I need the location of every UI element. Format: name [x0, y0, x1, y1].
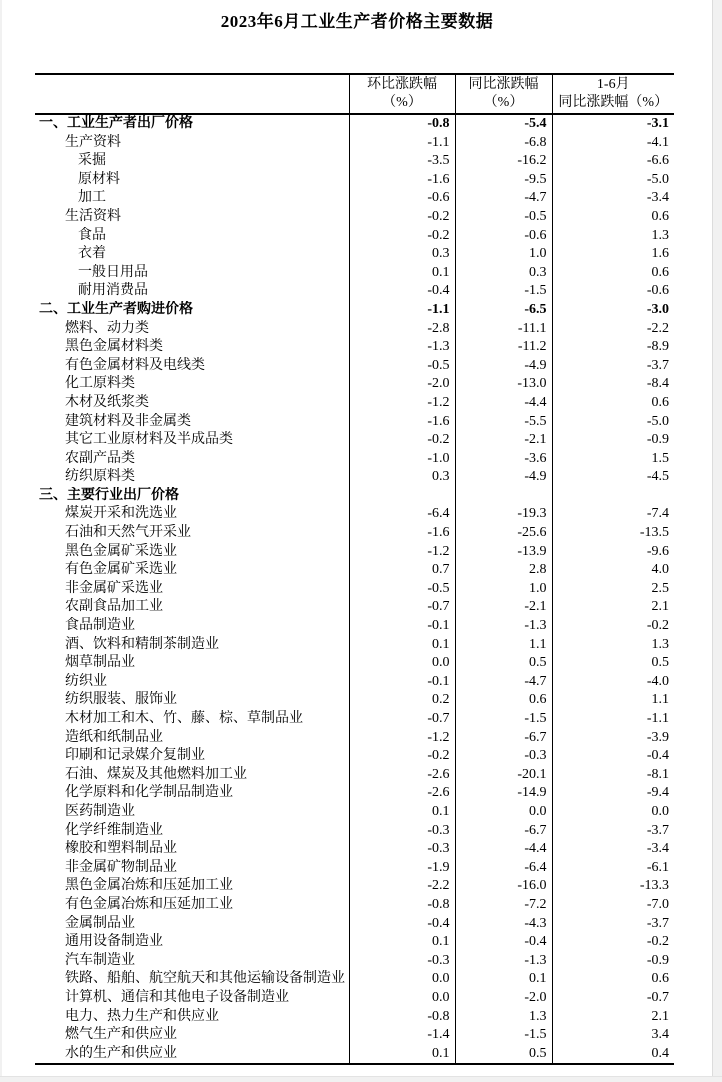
- table-row: [35, 189, 674, 208]
- row-label: 化学纤维制造业: [65, 822, 163, 838]
- table-row: [35, 114, 674, 134]
- row-label: 水的生产和供应业: [65, 1045, 177, 1061]
- row-label: 非金属矿物制品业: [65, 859, 177, 875]
- table-row: [35, 896, 674, 915]
- header-line: （%）: [382, 95, 422, 110]
- row-label: 加工: [78, 190, 106, 206]
- cell-value: -6.7: [455, 729, 552, 748]
- row-label: 橡胶和塑料制品业: [65, 841, 177, 857]
- row-label: 黑色金属冶炼和压延加工业: [65, 878, 233, 894]
- row-label: 黑色金属材料类: [65, 339, 163, 355]
- table-row: [35, 654, 674, 673]
- cell-value: -11.1: [455, 320, 552, 339]
- row-label: 非金属矿采选业: [65, 580, 163, 596]
- cell-value: -1.2: [349, 394, 455, 413]
- cell-value: 0.0: [349, 970, 455, 989]
- cell-value: -0.6: [455, 227, 552, 246]
- cell-value: -0.4: [552, 747, 674, 766]
- cell-value: -4.7: [455, 189, 552, 208]
- cell-value: -16.0: [455, 877, 552, 896]
- cell-value: -3.5: [349, 152, 455, 171]
- row-label: 耐用消费品: [78, 283, 148, 299]
- row-label: 铁路、船舶、航空航天和其他运输设备制造业: [65, 971, 345, 987]
- cell-value: 3.4: [552, 1026, 674, 1045]
- header-ytd-yoy-change: [552, 74, 674, 114]
- header-empty-cell: [35, 74, 349, 114]
- cell-value: -0.5: [455, 208, 552, 227]
- cell-value: -0.3: [349, 952, 455, 971]
- cell-value: -11.2: [455, 338, 552, 357]
- cell-value: -0.7: [349, 598, 455, 617]
- cell-value: -0.9: [552, 431, 674, 450]
- cell-value: -1.4: [349, 1026, 455, 1045]
- row-label: 其它工业原材料及半成品类: [65, 432, 233, 448]
- cell-value: 0.0: [455, 803, 552, 822]
- cell-value: -3.4: [552, 189, 674, 208]
- cell-value: -6.7: [455, 822, 552, 841]
- cell-value: -8.1: [552, 766, 674, 785]
- cell-value: -2.1: [455, 598, 552, 617]
- table-row: [35, 598, 674, 617]
- row-label: 二、工业生产者购进价格: [39, 301, 193, 317]
- cell-value: -0.9: [552, 952, 674, 971]
- cell-value: 0.6: [552, 394, 674, 413]
- cell-value: -4.0: [552, 673, 674, 692]
- cell-value: 0.3: [455, 264, 552, 283]
- table-row: [35, 989, 674, 1008]
- table-row: [35, 543, 674, 562]
- cell-value: -13.0: [455, 375, 552, 394]
- row-label: 一、工业生产者出厂价格: [39, 116, 193, 131]
- table-row: [35, 245, 674, 264]
- cell-value: -0.3: [349, 822, 455, 841]
- cell-value: -4.9: [455, 357, 552, 376]
- cell-value: -9.6: [552, 543, 674, 562]
- row-label: 电力、热力生产和供应业: [65, 1008, 219, 1024]
- cell-value: -1.6: [349, 171, 455, 190]
- table-row: [35, 673, 674, 692]
- row-label: 通用设备制造业: [65, 934, 163, 950]
- cell-value: -0.4: [349, 915, 455, 934]
- row-label: 纺织原料类: [65, 469, 135, 485]
- header-line: （%）: [483, 95, 524, 110]
- table-row: [35, 227, 674, 246]
- cell-value: -0.6: [349, 189, 455, 208]
- cell-value: 0.1: [349, 803, 455, 822]
- cell-value: -0.2: [349, 208, 455, 227]
- row-label: 有色金属材料及电线类: [65, 357, 205, 373]
- row-label: 计算机、通信和其他电子设备制造业: [65, 989, 289, 1005]
- header-mom-change: [349, 74, 455, 114]
- cell-value: 0.3: [349, 468, 455, 487]
- cell-value: 0.7: [349, 561, 455, 580]
- cell-value: -2.0: [349, 375, 455, 394]
- table-row: [35, 822, 674, 841]
- row-label: 纺织业: [65, 673, 107, 689]
- cell-value: 0.1: [455, 970, 552, 989]
- cell-value: 1.6: [552, 245, 674, 264]
- table-row: [35, 264, 674, 283]
- cell-value: -4.1: [552, 134, 674, 153]
- row-label: 有色金属矿采选业: [65, 562, 177, 578]
- header-line: 同比涨跌幅: [468, 77, 539, 92]
- table-row: [35, 171, 674, 190]
- cell-value: -13.5: [552, 524, 674, 543]
- cell-value: -4.4: [455, 394, 552, 413]
- cell-value: -4.9: [455, 468, 552, 487]
- ppi-data-table: [35, 73, 674, 1065]
- cell-value: -4.7: [455, 673, 552, 692]
- table-row: [35, 952, 674, 971]
- table-row: [35, 413, 674, 432]
- cell-value: [552, 487, 674, 506]
- cell-value: 2.1: [552, 1008, 674, 1027]
- row-label: 建筑材料及非金属类: [65, 413, 191, 429]
- cell-value: -3.7: [552, 822, 674, 841]
- row-label: 食品: [78, 227, 106, 243]
- table-row: [35, 617, 674, 636]
- row-label: 一般日用品: [78, 264, 148, 280]
- cell-value: -4.4: [455, 840, 552, 859]
- cell-value: 0.6: [552, 208, 674, 227]
- table-row: [35, 691, 674, 710]
- table-row: [35, 152, 674, 171]
- cell-value: 0.5: [552, 654, 674, 673]
- row-label: 农副食品加工业: [65, 599, 163, 615]
- table-row: [35, 1026, 674, 1045]
- cell-value: -7.2: [455, 896, 552, 915]
- row-label: 酒、饮料和精制茶制造业: [65, 636, 219, 652]
- row-label: 化学原料和化学制品制造业: [65, 785, 233, 801]
- cell-value: 4.0: [552, 561, 674, 580]
- cell-value: -2.2: [349, 877, 455, 896]
- cell-value: 1.3: [552, 636, 674, 655]
- row-label: 石油、煤炭及其他燃料加工业: [65, 766, 247, 782]
- cell-value: -5.5: [455, 413, 552, 432]
- table-row: [35, 524, 674, 543]
- table-row: [35, 338, 674, 357]
- cell-value: 0.6: [455, 691, 552, 710]
- cell-value: -0.8: [349, 1008, 455, 1027]
- cell-value: -9.5: [455, 171, 552, 190]
- cell-value: 1.0: [455, 245, 552, 264]
- cell-value: -19.3: [455, 505, 552, 524]
- header-line: 环比涨跌幅: [367, 77, 437, 92]
- table-row: [35, 375, 674, 394]
- cell-value: -8.4: [552, 375, 674, 394]
- row-label: 生产资料: [65, 134, 121, 150]
- cell-value: -1.5: [455, 710, 552, 729]
- cell-value: 2.1: [552, 598, 674, 617]
- cell-value: -13.3: [552, 877, 674, 896]
- table-row: [35, 636, 674, 655]
- cell-value: -1.3: [455, 617, 552, 636]
- table-header-row: [35, 74, 674, 114]
- row-label: 原材料: [78, 171, 120, 187]
- header-line: 1-6月: [596, 77, 630, 92]
- cell-value: -1.6: [349, 413, 455, 432]
- cell-value: -6.8: [455, 134, 552, 153]
- header-yoy-change: [455, 74, 552, 114]
- cell-value: 0.0: [552, 803, 674, 822]
- cell-value: 0.1: [349, 933, 455, 952]
- cell-value: 0.2: [349, 691, 455, 710]
- cell-value: 0.3: [349, 245, 455, 264]
- cell-value: 1.1: [455, 636, 552, 655]
- cell-value: 0.6: [552, 970, 674, 989]
- table-header: [35, 74, 674, 114]
- cell-value: -1.1: [349, 134, 455, 153]
- cell-value: -0.4: [349, 282, 455, 301]
- cell-value: -6.6: [552, 152, 674, 171]
- row-label: 衣着: [78, 246, 106, 262]
- cell-value: -3.9: [552, 729, 674, 748]
- cell-value: -1.5: [455, 1026, 552, 1045]
- table-row: [35, 1045, 674, 1065]
- row-label: 燃气生产和供应业: [65, 1027, 177, 1043]
- cell-value: 2.8: [455, 561, 552, 580]
- cell-value: -1.9: [349, 859, 455, 878]
- row-label: 黑色金属矿采选业: [65, 543, 177, 559]
- cell-value: -1.2: [349, 729, 455, 748]
- table-row: [35, 357, 674, 376]
- table-row: [35, 729, 674, 748]
- table-row: [35, 320, 674, 339]
- table-row: [35, 840, 674, 859]
- row-label: 化工原料类: [65, 376, 135, 392]
- row-label: 农副产品类: [65, 450, 135, 466]
- table-row: [35, 134, 674, 153]
- cell-value: -0.5: [349, 580, 455, 599]
- row-label: 采掘: [78, 153, 106, 169]
- cell-value: -1.5: [455, 282, 552, 301]
- cell-value: -0.3: [455, 747, 552, 766]
- document-page: [2, 0, 712, 1076]
- cell-value: -1.1: [349, 301, 455, 320]
- table-row: [35, 1008, 674, 1027]
- cell-value: 1.1: [552, 691, 674, 710]
- cell-value: 1.5: [552, 450, 674, 469]
- cell-value: [455, 487, 552, 506]
- cell-value: -0.8: [349, 896, 455, 915]
- cell-value: -1.2: [349, 543, 455, 562]
- table-row: [35, 468, 674, 487]
- table-row: [35, 877, 674, 896]
- cell-value: 1.0: [455, 580, 552, 599]
- table-row: [35, 766, 674, 785]
- cell-value: -0.2: [349, 227, 455, 246]
- row-label: 造纸和纸制品业: [65, 729, 163, 745]
- table-row: [35, 784, 674, 803]
- cell-value: -0.1: [349, 673, 455, 692]
- row-label: 煤炭开采和洗选业: [65, 506, 177, 522]
- cell-value: -8.9: [552, 338, 674, 357]
- cell-value: -1.6: [349, 524, 455, 543]
- row-label: 纺织服装、服饰业: [65, 692, 177, 708]
- cell-value: 0.0: [349, 654, 455, 673]
- cell-value: -2.0: [455, 989, 552, 1008]
- header-line: 同比涨跌幅（%）: [558, 95, 669, 110]
- cell-value: 0.1: [349, 636, 455, 655]
- table-row: [35, 450, 674, 469]
- cell-value: -0.7: [349, 710, 455, 729]
- table-row: [35, 505, 674, 524]
- cell-value: 0.4: [552, 1045, 674, 1065]
- row-label: 三、主要行业出厂价格: [39, 487, 179, 503]
- table-row: [35, 487, 674, 506]
- table-row: [35, 915, 674, 934]
- cell-value: -0.2: [349, 431, 455, 450]
- page-bottom-margin: [0, 1076, 722, 1082]
- cell-value: -7.4: [552, 505, 674, 524]
- cell-value: -5.0: [552, 171, 674, 190]
- cell-value: -3.6: [455, 450, 552, 469]
- table-row: [35, 394, 674, 413]
- cell-value: -2.1: [455, 431, 552, 450]
- cell-value: -1.1: [552, 710, 674, 729]
- cell-value: -3.4: [552, 840, 674, 859]
- cell-value: -0.7: [552, 989, 674, 1008]
- cell-value: -1.0: [349, 450, 455, 469]
- cell-value: -2.2: [552, 320, 674, 339]
- cell-value: -16.2: [455, 152, 552, 171]
- cell-value: -0.3: [349, 840, 455, 859]
- table-row: [35, 710, 674, 729]
- cell-value: -6.4: [349, 505, 455, 524]
- cell-value: -6.1: [552, 859, 674, 878]
- row-label: 印刷和记录媒介复制业: [65, 748, 205, 764]
- row-label: 木材加工和木、竹、藤、棕、草制品业: [65, 711, 303, 726]
- cell-value: [349, 487, 455, 506]
- table-row: [35, 933, 674, 952]
- cell-value: -0.1: [349, 617, 455, 636]
- cell-value: -14.9: [455, 784, 552, 803]
- row-label: 石油和天然气开采业: [65, 525, 191, 541]
- cell-value: 0.6: [552, 264, 674, 283]
- cell-value: -3.7: [552, 915, 674, 934]
- cell-value: -1.3: [455, 952, 552, 971]
- page-title: 2023年6月工业生产者价格主要数据: [220, 12, 494, 31]
- cell-value: -0.2: [552, 933, 674, 952]
- cell-value: 2.5: [552, 580, 674, 599]
- table-row: [35, 859, 674, 878]
- cell-value: -5.4: [455, 114, 552, 134]
- table-row: [35, 970, 674, 989]
- cell-value: -3.1: [552, 114, 674, 134]
- table-row: [35, 208, 674, 227]
- cell-value: -0.8: [349, 114, 455, 134]
- cell-value: -0.4: [455, 933, 552, 952]
- row-label: 汽车制造业: [65, 952, 135, 968]
- row-label: 木材及纸浆类: [65, 394, 149, 410]
- cell-value: -20.1: [455, 766, 552, 785]
- cell-value: -2.6: [349, 784, 455, 803]
- cell-value: -1.3: [349, 338, 455, 357]
- page-right-margin: [712, 0, 722, 1082]
- cell-value: -0.5: [349, 357, 455, 376]
- cell-value: -4.5: [552, 468, 674, 487]
- table-row: [35, 282, 674, 301]
- cell-value: 1.3: [455, 1008, 552, 1027]
- table-row: [35, 580, 674, 599]
- cell-value: 1.3: [552, 227, 674, 246]
- cell-value: -3.0: [552, 301, 674, 320]
- cell-value: 0.0: [349, 989, 455, 1008]
- table-body: [35, 114, 674, 1064]
- row-label: 燃料、动力类: [65, 320, 149, 336]
- cell-value: 0.1: [349, 264, 455, 283]
- cell-value: -0.2: [552, 617, 674, 636]
- row-label: 医药制造业: [65, 803, 135, 819]
- table-row: [35, 561, 674, 580]
- table-row: [35, 747, 674, 766]
- cell-value: -0.2: [349, 747, 455, 766]
- cell-value: 0.1: [349, 1045, 455, 1065]
- cell-value: -6.5: [455, 301, 552, 320]
- cell-value: -2.8: [349, 320, 455, 339]
- table-row: [35, 803, 674, 822]
- table-row: [35, 431, 674, 450]
- cell-value: -25.6: [455, 524, 552, 543]
- row-label: 烟草制品业: [65, 655, 135, 671]
- cell-value: -6.4: [455, 859, 552, 878]
- cell-value: -5.0: [552, 413, 674, 432]
- row-label: 食品制造业: [65, 618, 135, 634]
- row-label: 有色金属冶炼和压延加工业: [65, 896, 233, 912]
- row-label: 金属制品业: [65, 915, 135, 931]
- cell-value: -3.7: [552, 357, 674, 376]
- cell-value: -13.9: [455, 543, 552, 562]
- row-label: 生活资料: [65, 208, 121, 224]
- cell-value: 0.5: [455, 654, 552, 673]
- cell-value: -9.4: [552, 784, 674, 803]
- cell-value: -4.3: [455, 915, 552, 934]
- table-row: [35, 301, 674, 320]
- cell-value: -2.6: [349, 766, 455, 785]
- cell-value: 0.5: [455, 1045, 552, 1065]
- cell-value: -0.6: [552, 282, 674, 301]
- cell-value: -7.0: [552, 896, 674, 915]
